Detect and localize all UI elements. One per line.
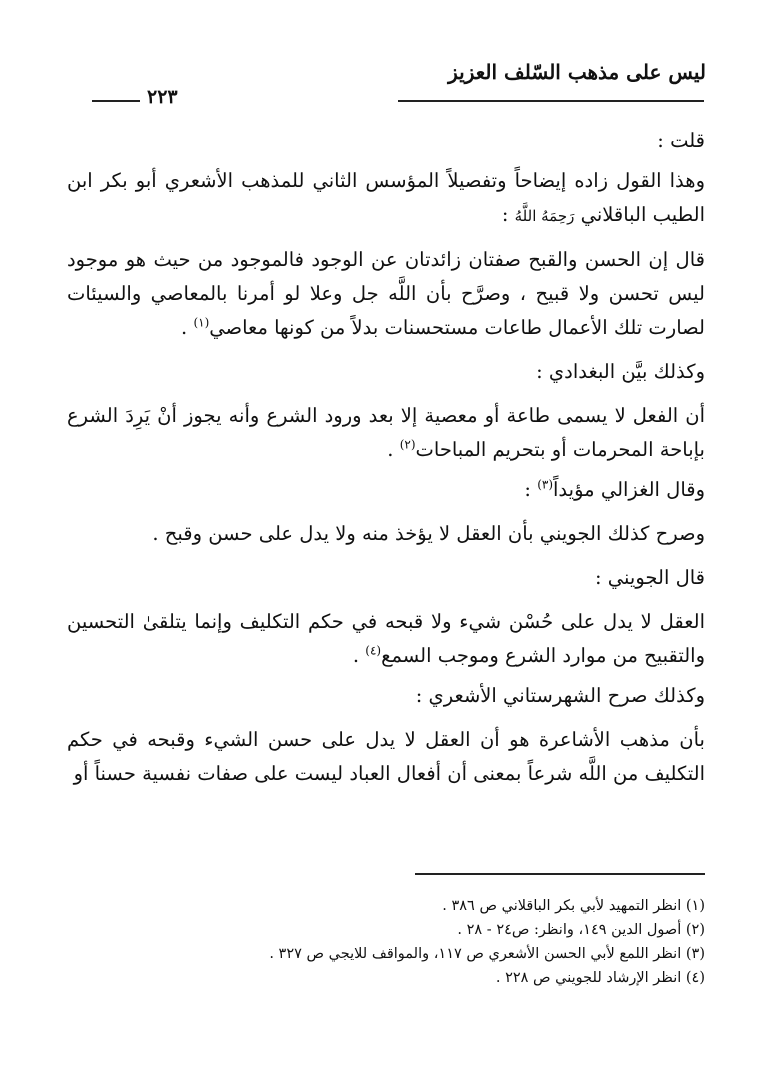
- footnote-ref-1[interactable]: (١): [193, 315, 210, 330]
- paragraph-text: أن الفعل لا يسمى طاعة أو معصية إلا بعد ورود الشرع وأنه يجوز أنْ يَرِدَ الشرع بإباحة المحرمات أو بتحريم المباحات: [67, 404, 705, 461]
- footnote-ref-4[interactable]: (٤): [365, 643, 382, 658]
- punctuation: :: [501, 203, 515, 226]
- punctuation: .: [352, 644, 366, 667]
- paragraph-baqillani-quote: [67, 243, 705, 345]
- paragraph-qultu: قلت :: [657, 129, 705, 152]
- footnote-ref-3[interactable]: (٣): [537, 477, 554, 492]
- footnotes: [65, 894, 705, 990]
- main-text: [67, 124, 705, 791]
- paragraph-baghdadi-intro: وكذلك بيَّن البغدادي :: [536, 360, 705, 383]
- paragraph-juwayni-quote: [67, 605, 705, 673]
- punctuation: .: [181, 316, 194, 339]
- paragraph-text: العقل لا يدل على حُسْن شيء ولا قبحه في حكم التكليف وإنما يتلقىٰ التحسين والتقبيح من موارد الشرع وموجب السمع: [67, 610, 705, 667]
- footnote-2: (٢) أصول الدين ١٤٩، وانظر: ص٢٤ - ٢٨ .: [457, 922, 705, 938]
- paragraph-text: وهذا القول زاده إيضاحاً وتفصيلاً المؤسس الثاني للمذهب الأشعري أبو بكر ابن الطيب الباقلاني: [67, 169, 705, 226]
- paragraph-shahrastani-quote: بأن مذهب الأشاعرة هو أن العقل لا يدل على حسن الشيء وقبحه في حكم التكليف من اللَّه شرعاً بمعنى أن أفعال العباد ليست على صفات نفسية حسناً أو: [67, 728, 705, 785]
- paragraph-juwayni-intro: قال الجويني :: [595, 566, 705, 589]
- paragraph-ghazali: [67, 473, 705, 507]
- paragraph-juwayni-statement: وصرح كذلك الجويني بأن العقل لا يؤخذ منه ولا يدل على حسن وقبح .: [152, 522, 705, 545]
- footnote-ref-2[interactable]: (٢): [399, 437, 416, 452]
- honorific-rahimahullah: رَحِمَهُ اللَّهُ: [514, 207, 575, 225]
- paragraph-shahrastani-intro: وكذلك صرح الشهرستاني الأشعري :: [415, 684, 705, 707]
- footnote-1: (١) انظر التمهيد لأبي بكر الباقلاني ص ٣٨٦ .: [442, 898, 705, 914]
- footnote-3: (٣) انظر اللمع لأبي الحسن الأشعري ص ١١٧، والمواقف للايجي ص ٣٢٧ .: [269, 946, 705, 962]
- page-number: ٢٢٣: [147, 86, 178, 108]
- punctuation: :: [524, 478, 538, 501]
- running-title: ليس على مذهب السّلف العزيز: [448, 60, 706, 84]
- footnote-4: (٤) انظر الإرشاد للجويني ص ٢٢٨ .: [495, 970, 705, 986]
- paragraph-baghdadi-quote: [67, 399, 705, 467]
- header-rule-left: [92, 100, 140, 102]
- paragraph-text: وقال الغزالي مؤيداً: [553, 478, 705, 501]
- paragraph-baqillani-intro: [67, 164, 705, 233]
- punctuation: .: [387, 438, 400, 461]
- paragraph-text: قال إن الحسن والقبح صفتان زائدتان عن الوجود فالموجود من حيث هو موجود ليس تحسن ولا قبيح ، وصرَّح بأن اللَّه جل وعلا لو أمرنا بالمعاصي والسيئات لصارت تلك الأعمال طاعات مستحسنات بدلاً من كونها معاصي: [67, 248, 705, 339]
- footnote-rule: [415, 873, 705, 875]
- header-rule-right: [398, 100, 704, 102]
